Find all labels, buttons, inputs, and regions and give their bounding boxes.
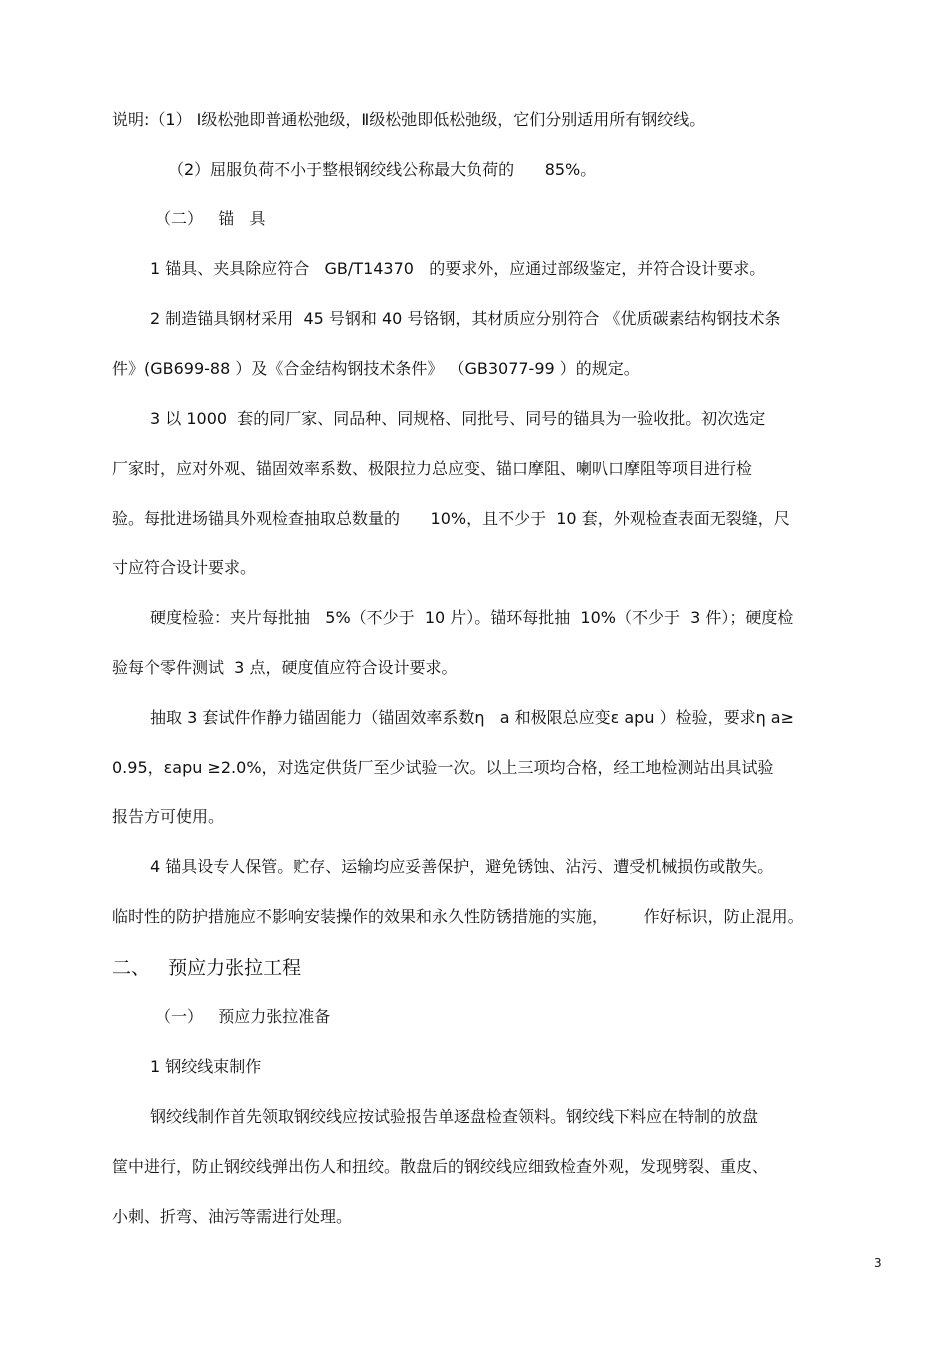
paragraph-line: 小刺、折弯、油污等需进行处理。 [112,1207,353,1226]
paragraph-line: 2 制造锚具钢材采用 45 号钢和 40 号铬钢，其材质应分别符合 《优质碳素结构钢技术条 [150,309,781,328]
paragraph-line: 0.95，εapu ≥2.0%，对选定供货厂至少试验一次。以上三项均合格，经工地检测站出具试验 [112,758,774,777]
paragraph-line: 筐中进行，防止钢绞线弹出伤人和扭绞。散盘后的钢绞线应细致检查外观，发现劈裂、重皮、 [112,1157,769,1176]
page-number: 3 [874,1256,882,1270]
paragraph-line: 4 锚具设专人保管。贮存、运输均应妥善保护，避免锈蚀、沾污、遭受机械损伤或散失。 [150,857,774,876]
paragraph-line: 件》(GB699-88 ）及《合金结构钢技术条件》 （GB3077-99 ）的规定。 [112,359,640,378]
paragraph-line: 验每个零件测试 3 点，硬度值应符合设计要求。 [112,658,458,677]
note-line-2: （2）屈服负荷不小于整根钢绞线公称最大负荷的 85%。 [168,160,597,179]
paragraph-line: 临时性的防护措施应不影响安装操作的效果和永久性防锈措施的实施， 作好标识，防止混用。 [112,907,804,926]
paragraph-line: 抽取 3 套试件作静力锚固能力（锚固效率系数η a 和极限总应变ε apu ）检验，要求η a≥ [150,708,795,727]
chapter-heading-prestress: 二、 预应力张拉工程 [112,957,302,979]
paragraph-line: 钢绞线制作首先领取钢绞线应按试验报告单逐盘检查领料。钢绞线下料应在特制的放盘 [150,1107,759,1126]
paragraph-line: 报告方可使用。 [112,807,225,826]
paragraph-line: 硬度检验：夹片每批抽 5%（不少于 10 片）。锚环每批抽 10%（不少于 3 件）；硬度检 [150,608,794,627]
section-heading-preparation: （一） 预应力张拉准备 [155,1007,331,1026]
subsection-heading: 1 钢绞线束制作 [150,1057,262,1076]
paragraph-line: 厂家时，应对外观、锚固效率系数、极限拉力总应变、锚口摩阻、喇叭口摩阻等项目进行检 [112,459,753,478]
paragraph-line: 验。每批进场锚具外观检查抽取总数量的 10%，且不少于 10 套，外观检查表面无裂缝，尺 [112,509,790,528]
note-line-1: 说明:（1） Ⅰ级松弛即普通松弛级，Ⅱ级松弛即低松弛级，它们分别适用所有钢绞线。 [112,110,706,129]
paragraph-line: 3 以 1000 套的同厂家、同品种、同规格、同批号、同号的锚具为一验收批。初次选定 [150,409,766,428]
section-heading-anchorage: （二） 锚 具 [155,209,266,228]
paragraph-line: 寸应符合设计要求。 [112,558,257,577]
paragraph-line: 1 锚具、夹具除应符合 GB/T14370 的要求外，应通过部级鉴定，并符合设计要求。 [150,259,766,278]
